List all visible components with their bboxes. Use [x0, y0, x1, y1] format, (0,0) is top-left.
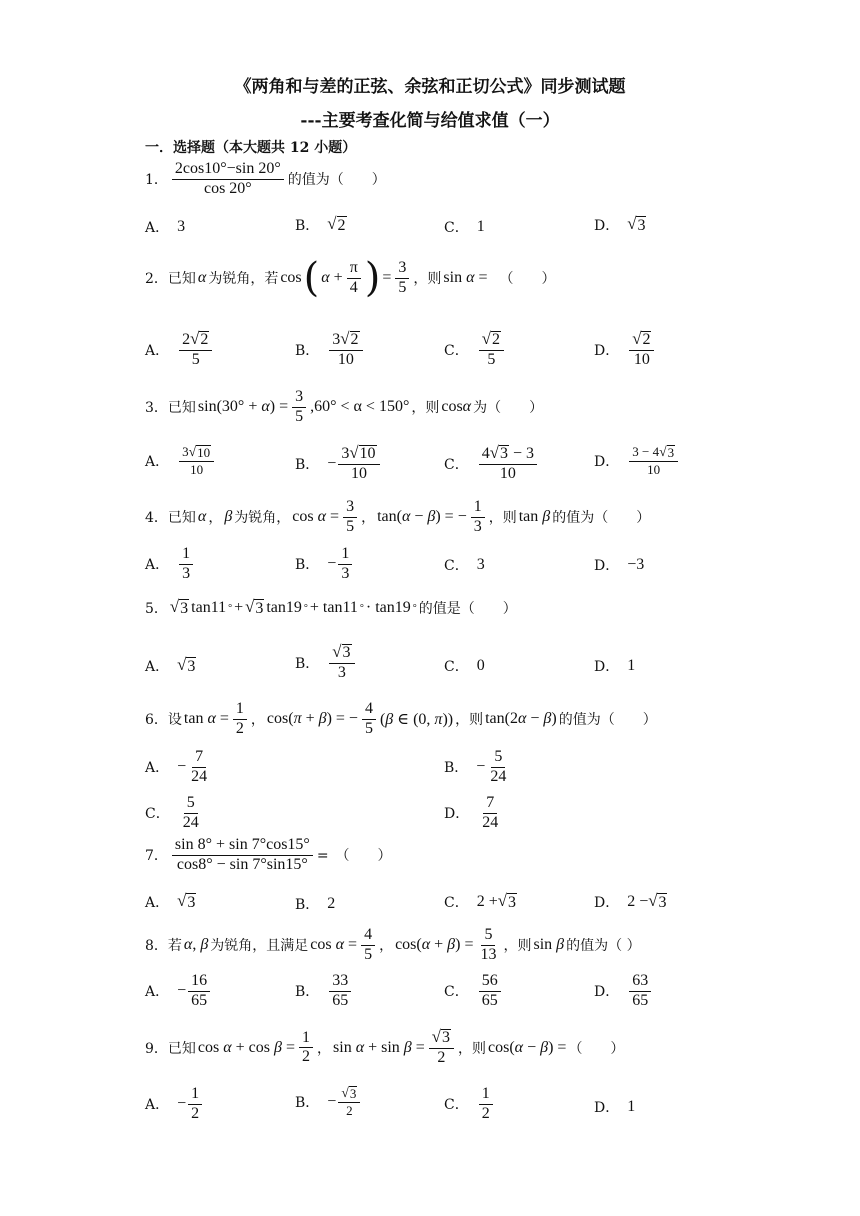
q2-option-a: A． 2 √ 2 5: [145, 330, 214, 370]
q6-option-b: B． − $\frac{5}{24}$: [444, 748, 507, 785]
q1-option-c: C． 1: [444, 218, 485, 236]
question-3: 3．已知 sin(30° + α) = $\frac{3}{5}$ ,60° < α < 150° ，则 cosα 为（ ）: [145, 388, 544, 425]
q5-option-b: B． √ 3 3: [295, 643, 357, 683]
q2-option-c: C． √ 2 5: [444, 330, 506, 370]
q1-option-a: A． 3: [145, 218, 186, 236]
q4-option-c: C． 3: [444, 556, 485, 574]
question-4: 4．已知 α ， β 为锐角， cos α = $\frac{3}{5}$ ， tan(α − β) = − $\frac{1}{3}$ ，则 tan β 的值为（ ）: [145, 498, 651, 535]
q6-option-a: A． − $\frac{7}{24}$: [145, 748, 208, 785]
question-2: 2．已知 α 为锐角，若 cos ( α + $\frac{\pi}{4}$ ) = $\frac{3}{5}$ ，则 sin α = （ ）: [145, 255, 556, 301]
q3-option-b: B． − 3 √ 10 10: [295, 444, 382, 484]
question-9: 9．已知 cos α + cos β = $\frac{1}{2}$ ， sin α + sin β = √ 3 2 ，则 cos(α − β) = （ ）: [145, 1027, 625, 1066]
question-5: 5． √ 3 tan11 ° + √ 3 tan19 ° + tan11 ° · tan19 ° 的值是（ ）: [145, 596, 517, 617]
q3-option-a: A． 3 √ 10 10: [145, 444, 216, 477]
question-1: 1． $\frac{2\cos 10^\circ-\sin 20^\circ}{\cos 20^\circ}$ 的值为（ ）: [145, 160, 386, 197]
q5-option-c: C． 0: [444, 657, 485, 675]
section-heading: 一．选择题（本大题共 12 小题）: [145, 140, 357, 156]
q2-option-b: B． 3 √ 2 10: [295, 330, 365, 370]
q9-option-a: A． − $\frac{1}{2}$: [145, 1085, 204, 1124]
q9-option-b: B． − √ 3 2: [295, 1085, 362, 1118]
page-title: 《两角和与差的正弦、余弦和正切公式》同步测试题: [234, 77, 626, 97]
q7-option-c: C． 2 + √ 3: [444, 890, 516, 911]
q5-option-a: A． √ 3: [145, 654, 196, 675]
q1-option-b: B． √ 2: [295, 213, 346, 234]
q2-option-d: D． √ 2 10: [594, 330, 656, 370]
question-6: 6．设 tan α = $\frac{1}{2}$ ， cos(π + β) = − $\frac{4}{5}$ (β ∈ (0, π)) ，则 tan(2α − β) 的值为（ ）: [145, 700, 657, 737]
q4-option-b: B． − $\frac{1}{3}$: [295, 545, 354, 584]
q3-option-d: D． 3 − 4 √ 3 10: [594, 444, 680, 477]
q7-option-d: D． 2 − √ 3: [594, 890, 667, 911]
q1-option-d: D． √ 3: [594, 213, 646, 234]
q4-option-d: D． −3: [594, 556, 645, 574]
q8-option-b: B． $\frac{33}{65}$: [295, 972, 353, 1011]
q6-option-c: C． $\frac{5}{24}$: [145, 794, 199, 831]
q9-option-d: D． 1: [594, 1098, 636, 1116]
q4-option-a: A． $\frac{1}{3}$: [145, 545, 195, 584]
q5-option-d: D． 1: [594, 657, 636, 675]
q8-option-d: D． $\frac{63}{65}$: [594, 972, 653, 1011]
q6-option-d: D． $\frac{7}{24}$: [444, 794, 499, 831]
question-7: 7． $\frac{\sin 8^\circ + \sin 7^\circ\cos 15^\circ}{\cos 8^\circ - \sin 7^\circ\sin 15^\circ}$ = （ ）: [145, 836, 392, 873]
q9-option-c: C． $\frac{1}{2}$: [444, 1085, 495, 1124]
page-subtitle: ---主要考查化简与给值求值（一）: [300, 111, 560, 131]
q3-option-c: C． 4 √ 3 − 3 10: [444, 444, 539, 484]
q7-option-b: B． 2: [295, 895, 336, 913]
q8-option-a: A． − $\frac{16}{65}$: [145, 972, 212, 1011]
question-8: 8．若 α, β 为锐角，且满足 cos α = $\frac{4}{5}$ ， cos(α + β) = $\frac{5}{13}$ ，则 sin β 的值为（ ）: [145, 926, 641, 963]
q1-fraction: $\frac{2\cos 10^\circ-\sin 20^\circ}{\cos 20^\circ}$: [172, 160, 284, 199]
q7-option-a: A． √ 3: [145, 890, 196, 911]
q8-option-c: C． $\frac{56}{65}$: [444, 972, 503, 1011]
